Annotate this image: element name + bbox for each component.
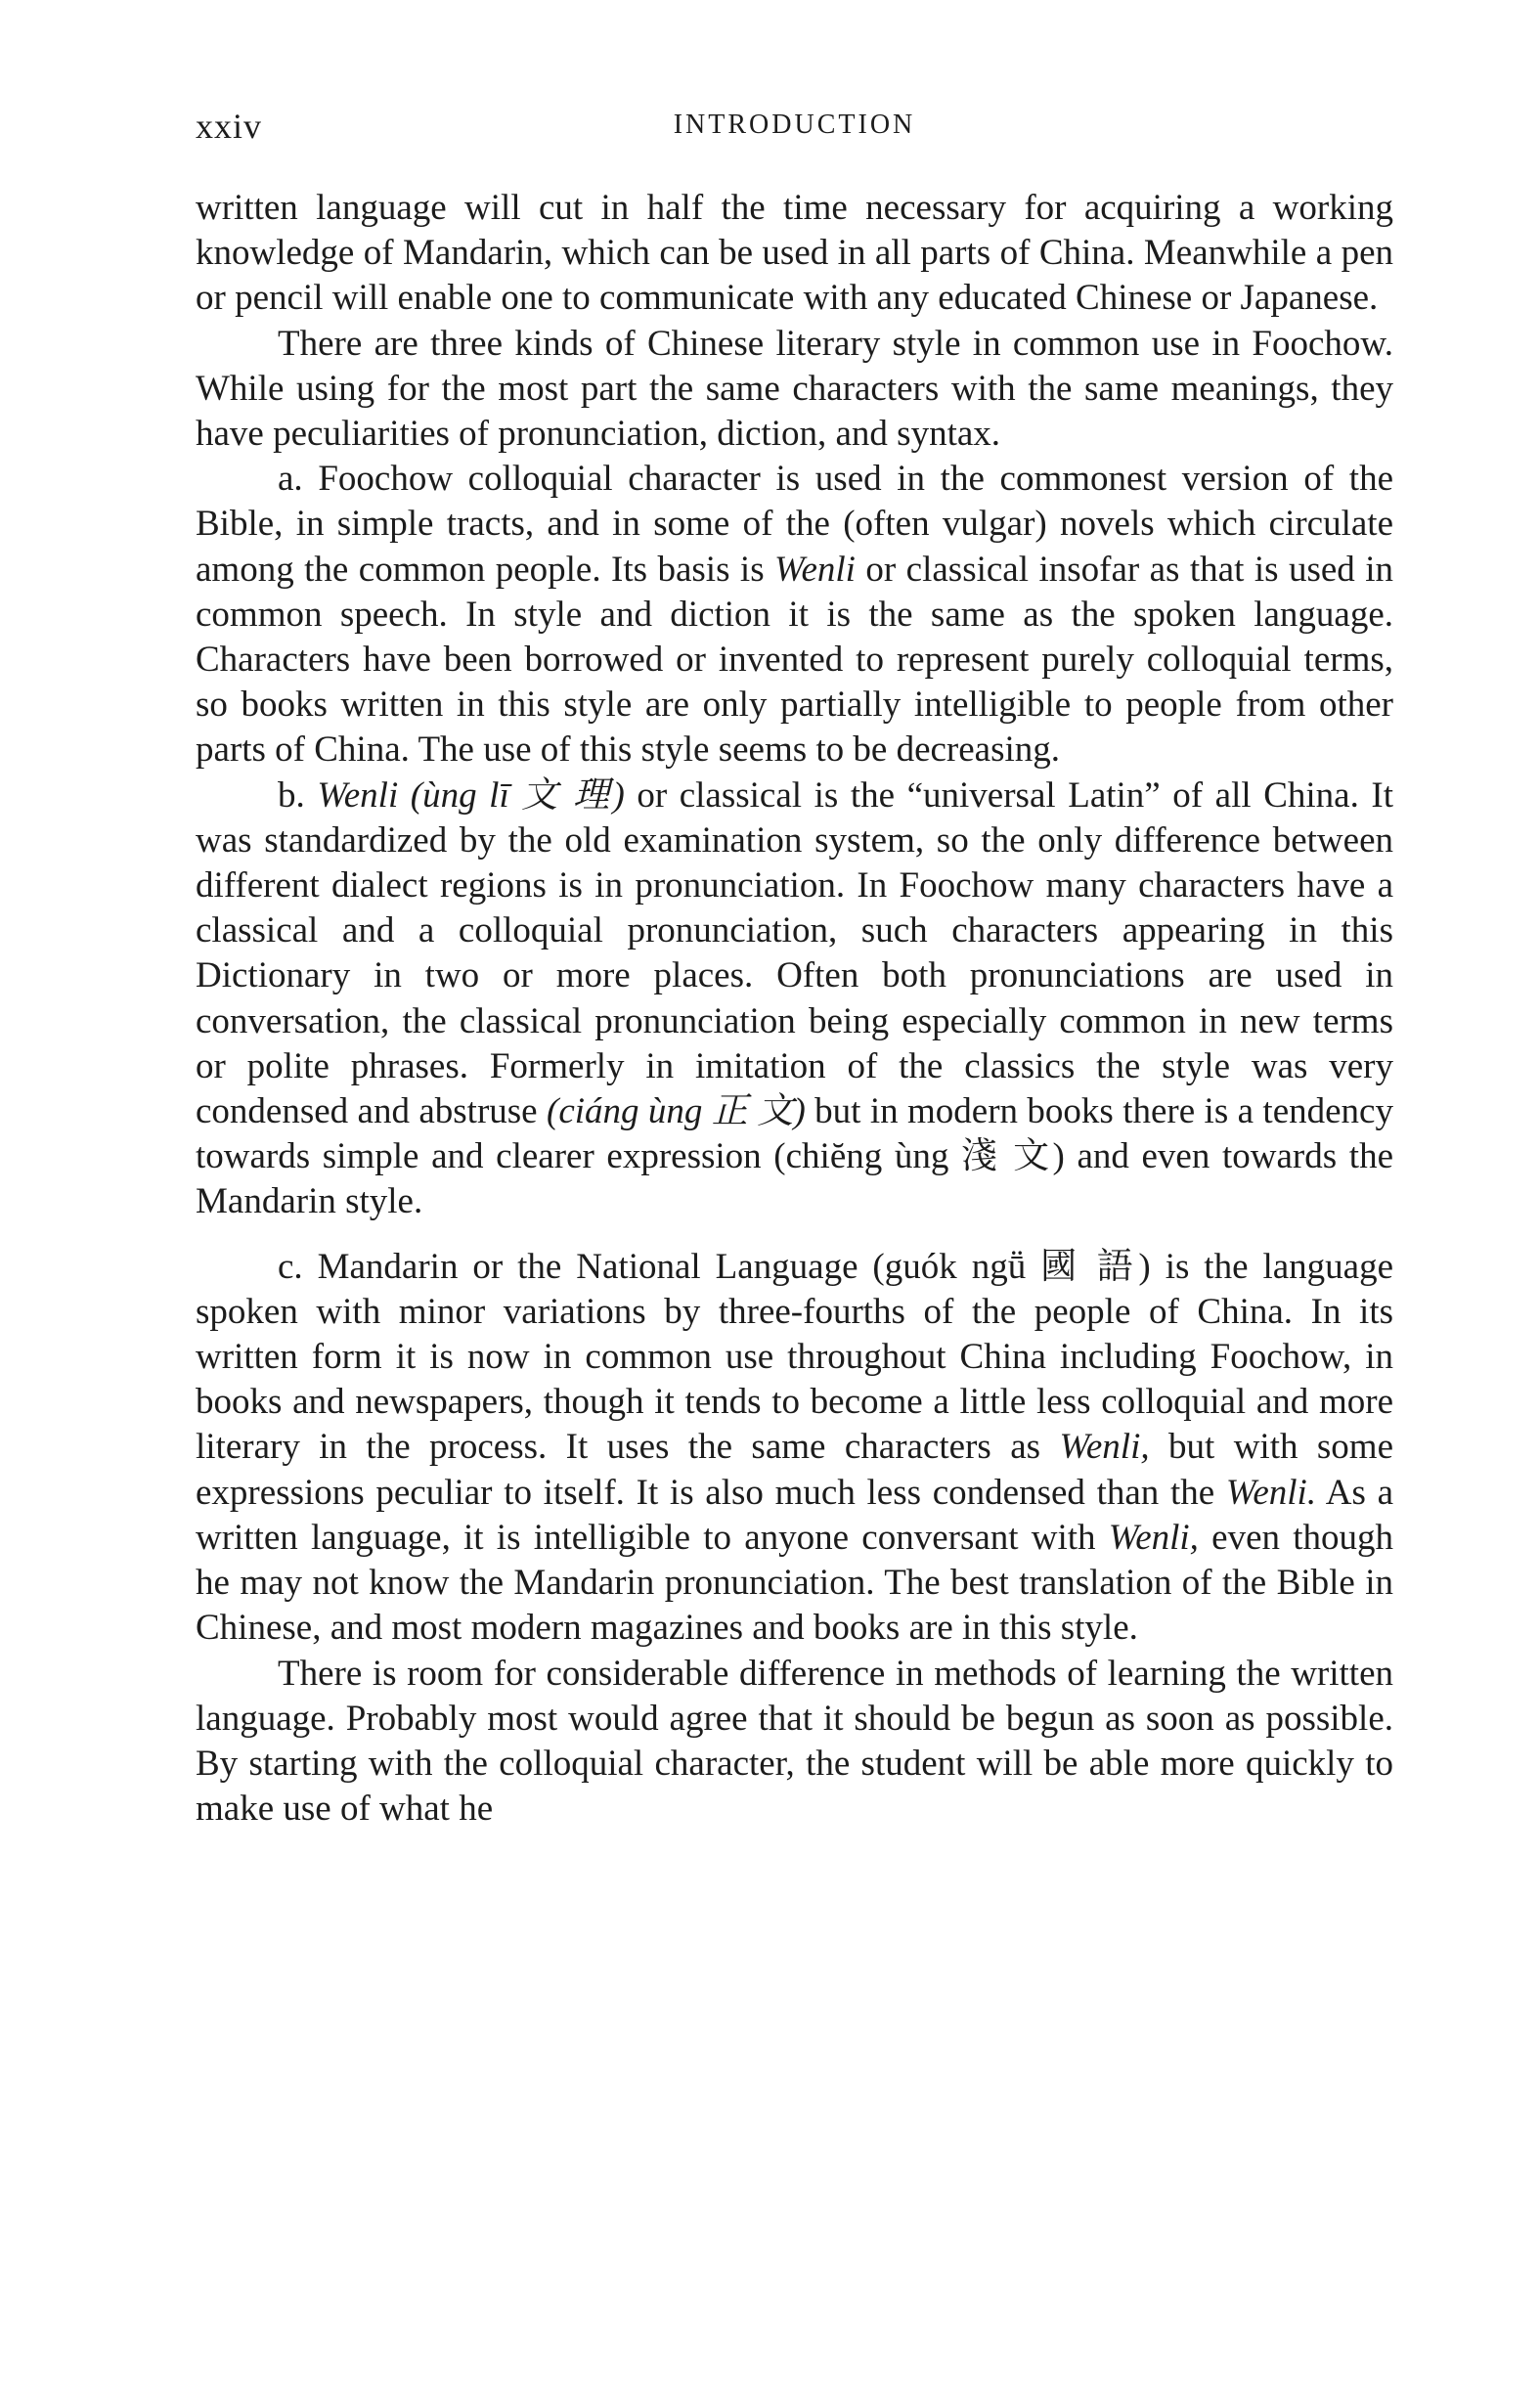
italic-term: Wenli, <box>1108 1517 1199 1558</box>
italic-term: Wenli <box>774 549 856 590</box>
body-text <box>196 186 1393 1832</box>
text-run: b. <box>278 774 318 816</box>
text-run: c. Mandarin or the National Language (guók ngṻ 國 語) is the language spoken with minor variations by three-fourths of the people of China. In its written form it is now in common use throughout China including Foochow, in books and newspapers, though it tends to become a little less colloquial and more literary in the process. It uses the same characters as <box>196 1246 1393 1468</box>
text-run: or classical is the “universal Latin” of all China. It was standardized by the old examination system, so the only difference between different dialect regions is in pronunciation. In Foochow many characters have a classical and a colloquial pronunciation, such characters appearing in this Dictionary in two or more places. Often both pronunciations are used in conversation, the classical pronunciation being especially common in new terms or polite phrases. Formerly in imitation of the classics the style was very condensed and abstruse <box>196 774 1393 1132</box>
page-number: xxiv <box>196 107 263 146</box>
text-run: even though he may not know the Mandarin pronunciation. The best translation of the Bible in Chinese, and most modern magazines and books are in this style. <box>196 1517 1393 1649</box>
text-run: but with some expressions peculiar to itself. It is also much less condensed than the <box>196 1427 1393 1513</box>
paragraph-continuation <box>196 186 1393 322</box>
paragraph-text: There are three kinds of Chinese literary style in common use in Foochow. While using for the most part the same characters with the same meanings, they have peculiarities of pronunciation, diction, and syntax. <box>196 323 1393 455</box>
text-run: As a written language, it is intelligible to anyone conversant with <box>196 1472 1394 1558</box>
paragraph-wenli-style <box>196 774 1393 1225</box>
paragraph-text: There is room for considerable difference in methods of learning the written language. Probably most would agree that it should be begun as soon as possible. By starting with the colloquial character, the student will be able more quickly to make use of what he <box>196 1653 1393 1830</box>
paragraph-learning-methods <box>196 1652 1393 1833</box>
page-header <box>196 106 1393 153</box>
paragraph-colloquial-style <box>196 457 1393 773</box>
text-run: or classical insofar as that is used in common speech. In style and diction it is the same as the spoken language. Characters have been borrowed or invented to represent purely colloquial terms, so books written in this style are only partially intelligible to people from other parts of China. The use of this style seems to be decreasing. <box>196 549 1393 771</box>
italic-term: (ciáng ùng 正 文) <box>547 1091 806 1132</box>
paragraph-literary-styles <box>196 322 1393 458</box>
italic-term: Wenli. <box>1225 1472 1317 1513</box>
running-head: INTRODUCTION <box>673 110 916 140</box>
paragraph-text: written language will cut in half the time necessary for acquiring a working knowledge of Mandarin, which can be used in all parts of China. Meanwhile a pen or pencil will enable one to communicate with any educated Chinese or Japanese. <box>196 188 1393 319</box>
text-run: a. Foochow colloquial character is used in the commonest version of the Bible, in simple tracts, and in some of the (often vulgar) novels which circulate among the common people. Its basis is <box>196 459 1393 590</box>
italic-term: Wenli (ùng lī 文 理) <box>317 774 625 816</box>
text-run: but in modern books there is a tendency towards simple and clearer expression (chiĕng ùng 淺 文) and even towards the Mandarin style. <box>196 1091 1393 1222</box>
paragraph-mandarin-style <box>196 1245 1393 1652</box>
italic-term: Wenli, <box>1059 1427 1150 1468</box>
